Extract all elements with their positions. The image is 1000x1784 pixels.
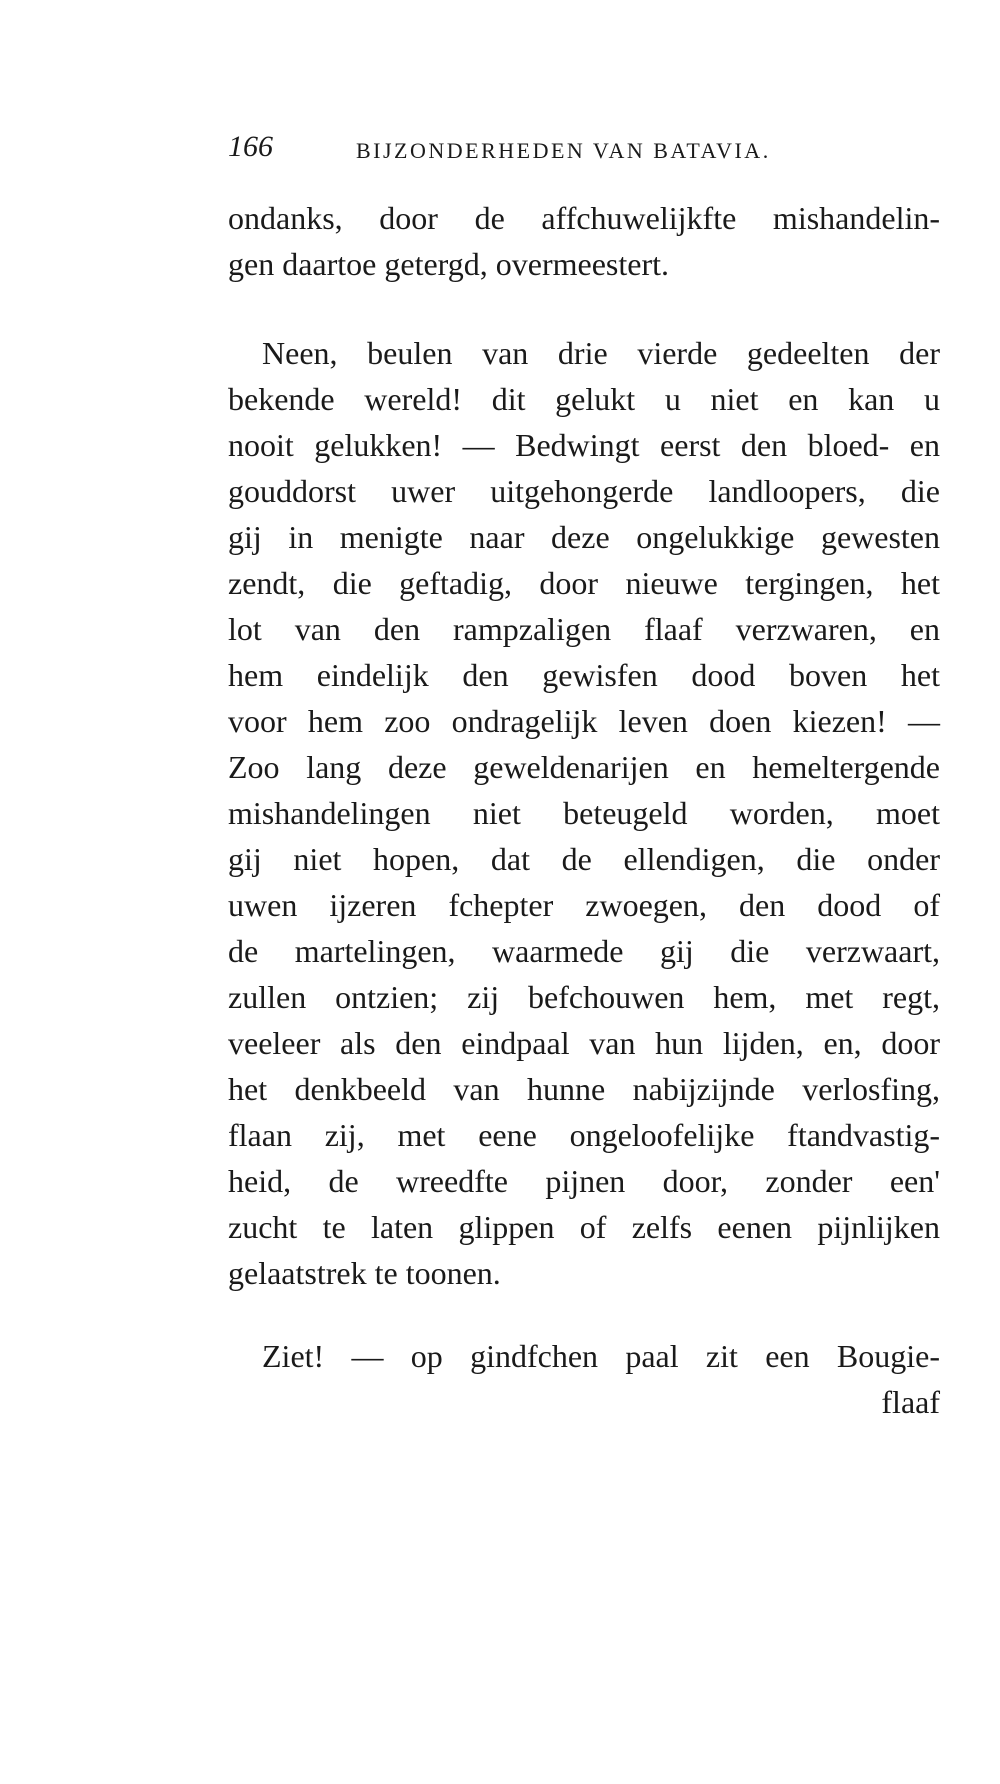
text-line: Ziet! — op gindfchen paal zit een Bougie- <box>262 1338 940 1374</box>
text-line: Zoo lang deze geweldenarijen en hemeltergende <box>228 749 940 785</box>
text-line: hem eindelijk den gewisfen dood boven het <box>228 657 940 693</box>
text-line: gen daartoe getergd, overmeestert. <box>228 246 669 282</box>
paragraph-3 <box>228 1333 940 1379</box>
text-line: flaan zij, met eene ongeloofelijke ftandvastig- <box>228 1117 940 1153</box>
text-line: voor hem zoo ondragelijk leven doen kiezen! — <box>228 703 940 739</box>
page-header <box>228 130 948 170</box>
text-line: nooit gelukken! — Bedwingt eerst den bloed- en <box>228 427 940 463</box>
text-line: ondanks, door de affchuwelijkfte mishandelin- <box>228 200 940 236</box>
text-line: gouddorst uwer uitgehongerde landloopers, die <box>228 473 940 509</box>
text-line: gij in menigte naar deze ongelukkige gewesten <box>228 519 940 555</box>
text-line: bekende wereld! dit gelukt u niet en kan u <box>228 381 940 417</box>
text-line: heid, de wreedfte pijnen door, zonder een' <box>228 1163 940 1199</box>
text-line: veeleer als den eindpaal van hun lijden, en, door <box>228 1025 940 1061</box>
text-line: Neen, beulen van drie vierde gedeelten der <box>262 335 940 371</box>
text-line: de martelingen, waarmede gij die verzwaart, <box>228 933 940 969</box>
catchword-text: flaaf <box>881 1384 940 1420</box>
paragraph-2 <box>228 330 940 1296</box>
text-line: lot van den rampzaligen flaaf verzwaren, en <box>228 611 940 647</box>
text-line: uwen ijzeren fchepter zwoegen, den dood of <box>228 887 940 923</box>
catchword <box>228 1379 940 1425</box>
page-number: 166 <box>228 130 273 163</box>
text-line: zullen ontzien; zij befchouwen hem, met regt, <box>228 979 940 1015</box>
text-line: zendt, die geftadig, door nieuwe tergingen, het <box>228 565 940 601</box>
text-line: gij niet hopen, dat de ellendigen, die onder <box>228 841 940 877</box>
paragraph-1 <box>228 195 940 287</box>
running-head: BIJZONDERHEDEN VAN BATAVIA. <box>356 138 771 163</box>
text-line: zucht te laten glippen of zelfs eenen pijnlijken <box>228 1209 940 1245</box>
text-line: mishandelingen niet beteugeld worden, moet <box>228 795 940 831</box>
text-line: gelaatstrek te toonen. <box>228 1255 501 1291</box>
text-line: het denkbeeld van hunne nabijzijnde verlosfing, <box>228 1071 940 1107</box>
